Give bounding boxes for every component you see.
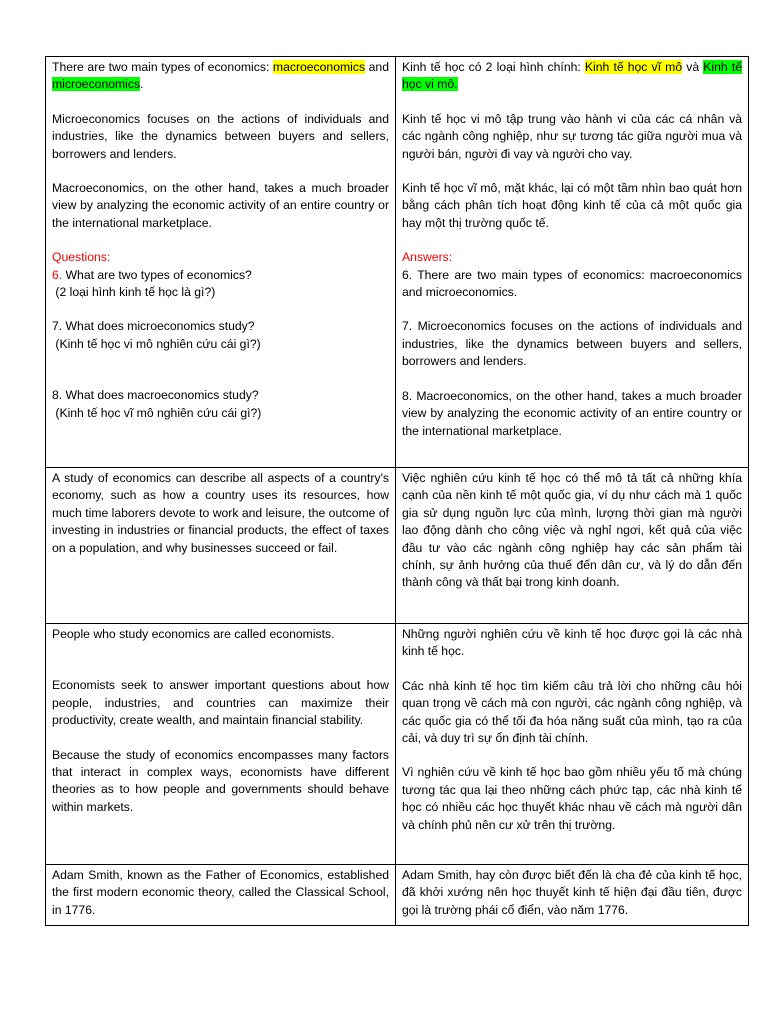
answers-heading: Answers:: [402, 250, 453, 265]
highlight-microeconomics: microeconomics: [52, 77, 141, 92]
study-paragraph-vi: Việc nghiên cứu kinh tế học có thể mô tả tất cả những khía cạnh của nền kinh tế một quốc gia, ví dụ như cách mà 1 quốc gia sử dụng nguồn lực của mình, lượng thời gian mà người lao động dành cho công việc và nghỉ ngơi, kết quả của việc đầu tư vào các ngành công nghiệp hay các sản phẩm tài chính, sự ảnh hưởng của thuế đến dân cư, và lý do dẫn đến thành công và thất bại trong kinh doanh.: [402, 471, 742, 590]
economists-paragraph-2-vi: Các nhà kinh tế học tìm kiếm câu trả lời cho những câu hỏi quan trọng về cách mà con người, các ngành công nghiệp, và các quốc gia có thể tối đa hóa năng suất của mình, tạo ra của cải, và duy trì sự ổn định tài chính.: [402, 678, 742, 746]
highlight-macroeconomics: macroeconomics: [272, 60, 366, 74]
economists-paragraph-1-vi: Những người nghiên cứu về kinh tế học được gọi là các nhà kinh tế học.: [402, 627, 742, 659]
economists-paragraph-3: Because the study of economics encompasses many factors that interact in complex ways, economists have different theories as to how people and governments should behave within markets.: [52, 747, 389, 814]
vietnamese-cell: [396, 468, 749, 624]
english-cell: [46, 865, 396, 926]
table-row: [46, 865, 749, 926]
question-8: 8. What does macroeconomics study?: [52, 388, 259, 403]
highlight-vi-mo: Kinh tế học vĩ mô: [584, 60, 683, 74]
question-6-vi: (2 loại hình kinh tế học là gì?): [52, 285, 216, 300]
vietnamese-cell: [396, 624, 749, 865]
answer-7: 7. Microeconomics focuses on the actions of individuals and industries, like the dynamics between buyers and sellers, borrowers and lenders.: [402, 319, 742, 369]
english-cell: [46, 468, 396, 624]
intro-paragraph-vi: Kinh tế học có 2 loại hình chính: Kinh tế học vĩ mô và Kinh tế học vi mô.: [402, 60, 742, 92]
macro-paragraph-vi: Kinh tế học vĩ mô, mặt khác, lại có một tầm nhìn bao quát hơn bằng cách phân tích hoạt động kinh tế của cả một quốc gia hay một thị trường quốc tế.: [402, 181, 742, 230]
questions-heading: Questions:: [52, 250, 111, 265]
economists-paragraph-3-vi: Vì nghiên cứu về kinh tế học bao gồm nhiều yếu tố mà chúng tương tác qua lại theo những cách phức tạp, các nhà kinh tế học có nhiều các học thuyết khác nhau về cách mà người dân và chính phủ nên cư xử trên thị trường.: [402, 765, 742, 832]
study-paragraph: A study of economics can describe all aspects of a country's economy, such as how a country uses its resources, how much time laborers devote to work and leisure, the outcome of investing in industries or financial products, the effect of taxes on a population, and why businesses succeed or fail.: [52, 471, 389, 555]
english-cell: [46, 57, 396, 468]
micro-paragraph-vi: Kinh tế học vi mô tập trung vào hành vi của các cá nhân và các ngành công nghiệp, như sự tương tác giữa người mua và người bán, người đi vay và người cho vay.: [402, 111, 742, 161]
question-6: 6. What are two types of economics?: [52, 267, 252, 282]
bilingual-table: [45, 56, 749, 926]
table-row: [46, 624, 749, 865]
question-8-vi: (Kinh tế học vĩ mô nghiên cứu cái gì?): [52, 405, 262, 420]
intro-paragraph: There are two main types of economics: macroeconomics and microeconomics.: [52, 60, 389, 92]
table-row: [46, 57, 749, 468]
question-7: 7. What does microeconomics study?: [52, 319, 255, 334]
vietnamese-cell: [396, 865, 749, 926]
answer-6: 6. There are two main types of economics: macroeconomics and microeconomics.: [402, 267, 742, 300]
adam-smith-paragraph: Adam Smith, known as the Father of Economics, established the first modern economic theory, called the Classical School, in 1776.: [52, 868, 389, 917]
question-7-vi: (Kinh tế học vi mô nghiên cứu cái gì?): [52, 336, 261, 351]
adam-smith-paragraph-vi: Adam Smith, hay còn được biết đến là cha đẻ của kinh tế học, đã khởi xướng nên học thuyết kinh tế hiện đại đầu tiên, được gọi là trường phái cổ điển, vào năm 1776.: [402, 868, 742, 917]
macro-paragraph: Macroeconomics, on the other hand, takes a much broader view by analyzing the economic activity of an entire country or the international marketplace.: [52, 181, 389, 230]
highlight-vi-mo-2: Kinh tế học vi mô.: [402, 60, 742, 92]
economists-paragraph-2: Economists seek to answer important questions about how people, industries, and countries can maximize their productivity, create wealth, and maintain financial stability.: [52, 678, 389, 728]
micro-paragraph: Microeconomics focuses on the actions of individuals and industries, like the dynamics between buyers and sellers, borrowers and lenders.: [52, 111, 389, 161]
vietnamese-cell: [396, 57, 749, 468]
english-cell: [46, 624, 396, 865]
economists-paragraph-1: People who study economics are called economists.: [52, 627, 335, 641]
table-row: [46, 468, 749, 624]
answer-8: 8. Macroeconomics, on the other hand, takes a much broader view by analyzing the economic activity of an entire country or the international marketplace.: [402, 388, 742, 438]
